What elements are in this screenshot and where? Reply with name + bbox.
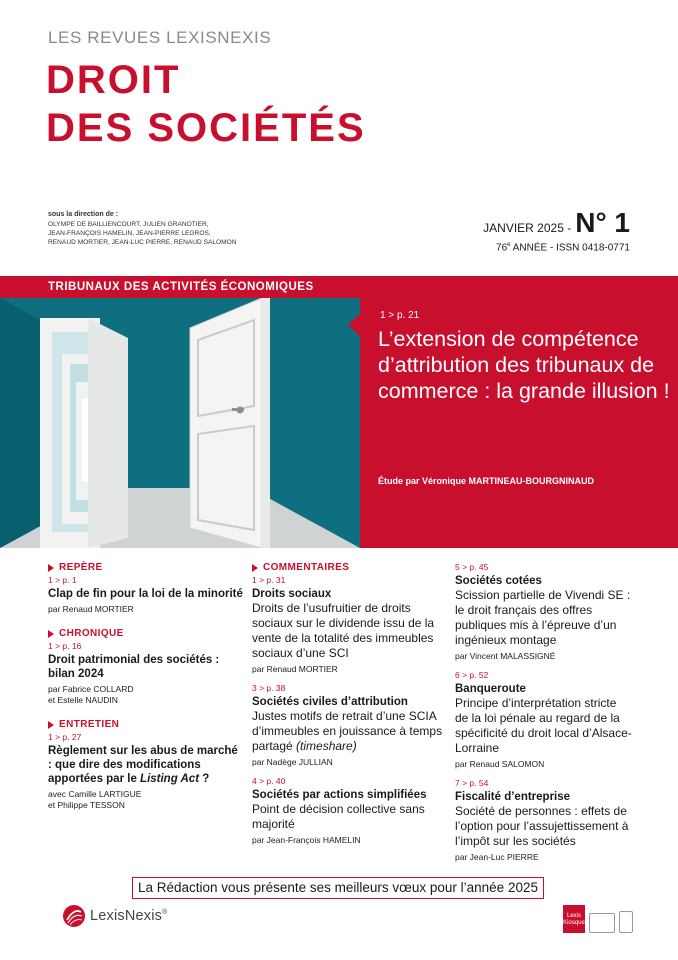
toc-column-1 <box>48 562 243 819</box>
direction-names-3: RENAUD MORTIER, JEAN-LUC PIERRE, RENAUD SALOMON <box>48 239 237 246</box>
kiosque-badge: Lexis Kiosque <box>563 905 585 933</box>
article-title: Principe d’interprétation stricte de la loi pénale au regard de la spécificité du droit local d’Alsace-Lorraine <box>455 696 632 755</box>
section-commentaires <box>252 562 447 573</box>
article-title: Droit patrimonial des sociétés : bilan 2024 <box>48 654 220 680</box>
registered-mark: ® <box>162 909 168 917</box>
page-ref: 1 > p. 31 <box>252 575 286 585</box>
article-author: par Nadège JULLIAN <box>252 757 333 767</box>
article-author <box>48 789 243 811</box>
article-title <box>252 709 447 754</box>
year-suffix: e <box>507 242 511 248</box>
page-ref: 7 > p. 54 <box>455 778 489 788</box>
tablet-icon <box>589 913 615 933</box>
toc-item-chronique[interactable] <box>48 628 243 706</box>
page-ref: 5 > p. 45 <box>455 562 489 572</box>
feature-ribbon: TRIBUNAUX DES ACTIVITÉS ÉCONOMIQUES <box>0 276 360 298</box>
section-chronique <box>48 628 243 639</box>
article-rubric: Sociétés par actions simplifiées <box>252 789 427 801</box>
direction-names-1: OLYMPE DE BAILLIENCOURT, JULIEN GRANOTIER, <box>48 221 209 228</box>
page-ref: 1 > p. 1 <box>48 575 77 585</box>
toc-item[interactable] <box>455 778 633 863</box>
author-line: par Fabrice COLLARD <box>48 684 134 694</box>
title-italic: Listing Act <box>140 773 200 785</box>
article-title: Clap de fin pour la loi de la minorité <box>48 588 243 600</box>
article-title: Point de décision collective sans majorité <box>252 802 425 831</box>
toc-item[interactable] <box>455 670 633 770</box>
section-repere <box>48 562 243 573</box>
logo-text: LexisNexis <box>90 908 163 924</box>
year-issn: ANNÉE - ISSN 0418-0771 <box>510 242 630 254</box>
series-name: LES REVUES LEXISNEXIS <box>48 28 272 47</box>
feature-panel-notch <box>348 313 361 337</box>
article-author: par Renaud MORTIER <box>252 664 338 674</box>
year-number: 76 <box>496 242 508 254</box>
article-title: Société de personnes : effets de l’option pour l’assujettissement à l’impôt sur les sociétés <box>455 804 629 848</box>
feature-author: Étude par Véronique MARTINEAU-BOURGNINAUD <box>378 476 595 486</box>
title-italic: (timeshare) <box>296 739 357 753</box>
kiosque-devices[interactable] <box>563 905 633 933</box>
article-title: Droits de l’usufruitier de droits sociaux sur le dividende issu de la vente de la totalité des immeubles sociaux d’une SCI <box>252 601 435 660</box>
feature-ref: 1 > p. 21 <box>380 310 420 321</box>
toc-column-3 <box>455 562 633 871</box>
triangle-bullet-icon <box>48 564 54 572</box>
author-line: avec Camille LARTIGUE <box>48 789 142 799</box>
triangle-bullet-icon <box>252 564 258 572</box>
article-author <box>48 684 243 706</box>
page-ref: 1 > p. 16 <box>48 641 82 651</box>
author-line: et Estelle NAUDIN <box>48 695 118 705</box>
direction-lead: sous la direction de : <box>48 211 119 218</box>
title-part: Règlement sur les abus de marché : que dire des modifications apportées par le <box>48 745 238 785</box>
title-line-2: DES SOCIÉTÉS <box>46 106 366 150</box>
title-part: ? <box>199 773 210 785</box>
article-rubric: Fiscalité d’entreprise <box>455 791 571 803</box>
triangle-bullet-icon <box>48 630 54 638</box>
lexisnexis-emblem-icon <box>62 904 86 928</box>
journal-title <box>46 56 366 152</box>
toc-item-entretien[interactable] <box>48 719 243 811</box>
article-author: par Renaud SALOMON <box>455 759 545 769</box>
doors-illustration <box>0 298 360 548</box>
section-label: CHRONIQUE <box>59 628 124 639</box>
issue-year-issn <box>496 242 630 253</box>
new-year-greeting: La Rédaction vous présente ses meilleurs vœux pour l’année 2025 <box>132 877 544 899</box>
toc-item[interactable] <box>252 776 447 846</box>
article-rubric: Sociétés civiles d’attribution <box>252 696 408 708</box>
page-ref: 4 > p. 40 <box>252 776 286 786</box>
page-ref: 3 > p. 38 <box>252 683 286 693</box>
author-line: et Philippe TESSON <box>48 800 125 810</box>
section-label: REPÈRE <box>59 562 103 573</box>
article-author: par Jean-Luc PIERRE <box>455 852 539 862</box>
toc-item[interactable] <box>252 575 447 675</box>
issue-date: JANVIER 2025 - <box>483 221 572 235</box>
article-author: par Renaud MORTIER <box>48 604 134 614</box>
toc-item-repere[interactable] <box>48 562 243 615</box>
toc-item[interactable] <box>455 562 633 662</box>
feature-title[interactable]: L’extension de compétence d’attribution des tribunaux de commerce : la grande illusion ! <box>378 327 670 403</box>
title-part: Justes motifs de retrait d’une SCIA d’immeubles en jouissance à temps partagé <box>252 709 443 753</box>
phone-icon <box>619 911 633 933</box>
toc-column-2 <box>252 562 447 854</box>
page-ref: 6 > p. 52 <box>455 670 489 680</box>
article-author: par Jean-François HAMELIN <box>252 835 361 845</box>
section-entretien <box>48 719 243 730</box>
title-line-1: DROIT <box>46 58 181 102</box>
triangle-bullet-icon <box>48 721 54 729</box>
article-rubric: Droits sociaux <box>252 588 332 600</box>
issue-number: N° 1 <box>575 207 630 238</box>
issue-info <box>483 208 630 238</box>
page-ref: 1 > p. 27 <box>48 732 82 742</box>
toc-item[interactable] <box>252 683 447 768</box>
article-rubric: Sociétés cotées <box>455 575 542 587</box>
direction-names-2: JEAN-FRANÇOIS HAMELIN, JEAN-PIERRE LEGROS, <box>48 230 211 237</box>
editorial-direction <box>48 210 318 247</box>
article-rubric: Banqueroute <box>455 683 526 695</box>
cover-photo-doors <box>0 298 360 548</box>
logo-wordmark <box>90 908 167 924</box>
section-label: ENTRETIEN <box>59 719 120 730</box>
article-title: Scission partielle de Vivendi SE : le droit français des offres publiques mis à l’épreuve d’un ingénieux montage <box>455 588 631 647</box>
lexisnexis-logo[interactable] <box>62 904 167 928</box>
article-author: par Vincent MALASSIGNÉ <box>455 651 556 661</box>
section-label: COMMENTAIRES <box>263 562 350 573</box>
article-title <box>48 744 243 786</box>
